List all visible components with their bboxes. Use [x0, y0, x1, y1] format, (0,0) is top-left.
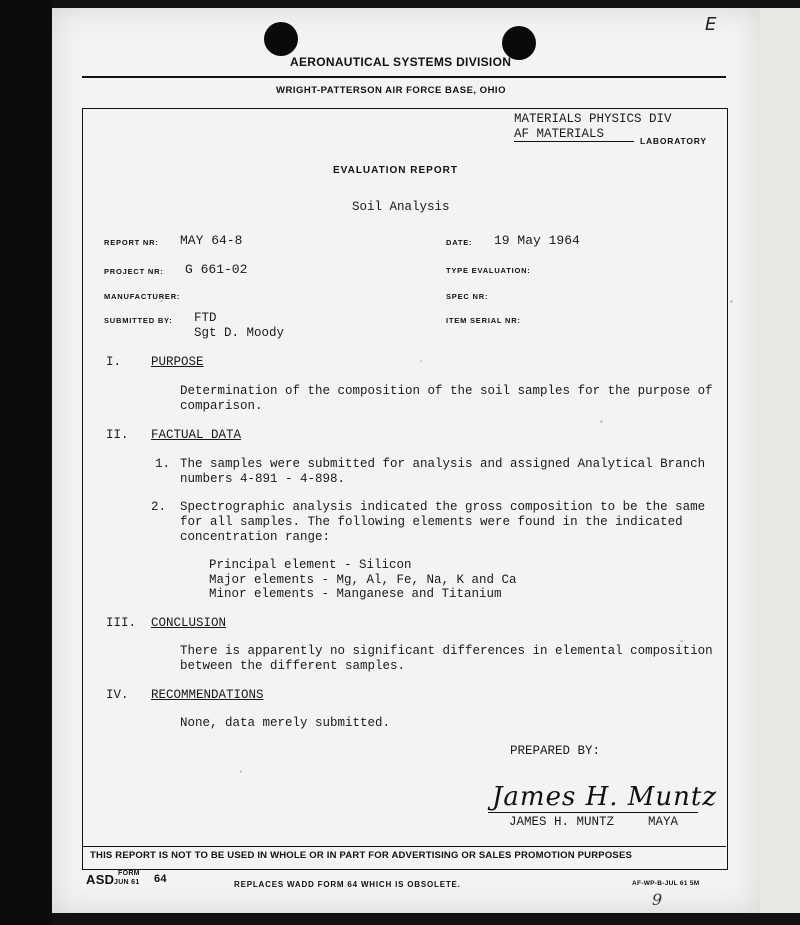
handwritten-mark: 9	[652, 890, 663, 909]
date-value: 19 May 1964	[494, 233, 580, 248]
conclusion-line1: There is apparently no significant differences in elemental composition	[180, 644, 713, 658]
header-division: AERONAUTICAL SYSTEMS DIVISION	[290, 55, 512, 69]
scan-border	[0, 0, 52, 925]
submitted-by-line1: FTD	[194, 311, 217, 325]
footer-form-word: FORM	[118, 870, 140, 877]
conclusion-number: III.	[106, 616, 137, 630]
date-label: DATE:	[446, 238, 473, 247]
item2-number: 2.	[151, 500, 167, 514]
item1-line2: numbers 4-891 - 4-898.	[180, 472, 346, 486]
purpose-line1: Determination of the composition of the soil samples for the purpose of	[180, 384, 713, 398]
item-serial-label: ITEM SERIAL NR:	[446, 316, 521, 325]
item2-line1: Spectrographic analysis indicated the gross composition to be the same	[180, 500, 706, 514]
item2-line3: concentration range:	[180, 530, 331, 544]
footer-form-date: JUN 61	[114, 879, 140, 886]
footer-print-code: AF-WP-B-JUL 61 5M	[632, 880, 700, 887]
report-nr-label: REPORT NR:	[104, 238, 159, 247]
manufacturer-label: MANUFACTURER:	[104, 292, 181, 301]
purpose-line2: comparison.	[180, 399, 263, 413]
purpose-heading: PURPOSE	[151, 355, 204, 369]
project-nr-value: G 661-02	[185, 262, 248, 277]
signature: James H. Muntz	[492, 782, 718, 812]
header-divider	[82, 76, 726, 78]
purpose-number: I.	[106, 355, 122, 369]
speck	[730, 300, 733, 303]
recommendations-text: None, data merely submitted.	[180, 716, 391, 730]
conclusion-heading: CONCLUSION	[151, 616, 227, 630]
item1-number: 1.	[155, 457, 171, 471]
conclusion-line2: between the different samples.	[180, 659, 406, 673]
footer-form-number: 64	[154, 873, 167, 885]
minor-elements: Minor elements - Manganese and Titanium	[209, 587, 502, 601]
report-frame	[82, 108, 728, 870]
signature-line	[488, 812, 698, 813]
punch-hole-left	[264, 22, 298, 56]
report-nr-value: MAY 64-8	[180, 233, 243, 248]
footer-replaces: REPLACES WADD FORM 64 WHICH IS OBSOLETE.	[234, 880, 461, 889]
footer-asd: ASD	[86, 872, 115, 887]
lab-line2: AF MATERIALS	[514, 127, 634, 142]
corner-mark: E	[705, 14, 717, 35]
report-subject: Soil Analysis	[352, 200, 450, 214]
preparer-name: JAMES H. MUNTZ	[509, 815, 615, 829]
item2-line2: for all samples. The following elements were found in the indicated	[180, 515, 683, 529]
submitted-by-label: SUBMITTED BY:	[104, 316, 173, 325]
prepared-by-label: PREPARED BY:	[510, 744, 601, 758]
report-title: EVALUATION REPORT	[333, 165, 458, 176]
preparer-code: MAYA	[648, 815, 679, 829]
item1-line1: The samples were submitted for analysis and assigned Analytical Branch	[180, 457, 706, 471]
lab-line1: MATERIALS PHYSICS DIV	[514, 112, 672, 126]
lab-suffix: LABORATORY	[640, 136, 707, 146]
recommendations-heading: RECOMMENDATIONS	[151, 688, 264, 702]
type-evaluation-label: TYPE EVALUATION:	[446, 266, 531, 275]
footer-notice: THIS REPORT IS NOT TO BE USED IN WHOLE OR IN PART FOR ADVERTISING OR SALES PROMOTION PURPOSES	[90, 850, 633, 861]
spec-nr-label: SPEC NR:	[446, 292, 489, 301]
submitted-by-line2: Sgt D. Moody	[194, 326, 285, 340]
header-base: WRIGHT-PATTERSON AIR FORCE BASE, OHIO	[276, 85, 506, 96]
footer-divider	[82, 846, 726, 847]
principal-element: Principal element - Silicon	[209, 558, 412, 572]
recommendations-number: IV.	[106, 688, 129, 702]
project-nr-label: PROJECT NR:	[104, 267, 164, 276]
major-elements: Major elements - Mg, Al, Fe, Na, K and Ca	[209, 573, 517, 587]
scan-margin	[760, 8, 800, 913]
factual-heading: FACTUAL DATA	[151, 428, 242, 442]
factual-number: II.	[106, 428, 129, 442]
